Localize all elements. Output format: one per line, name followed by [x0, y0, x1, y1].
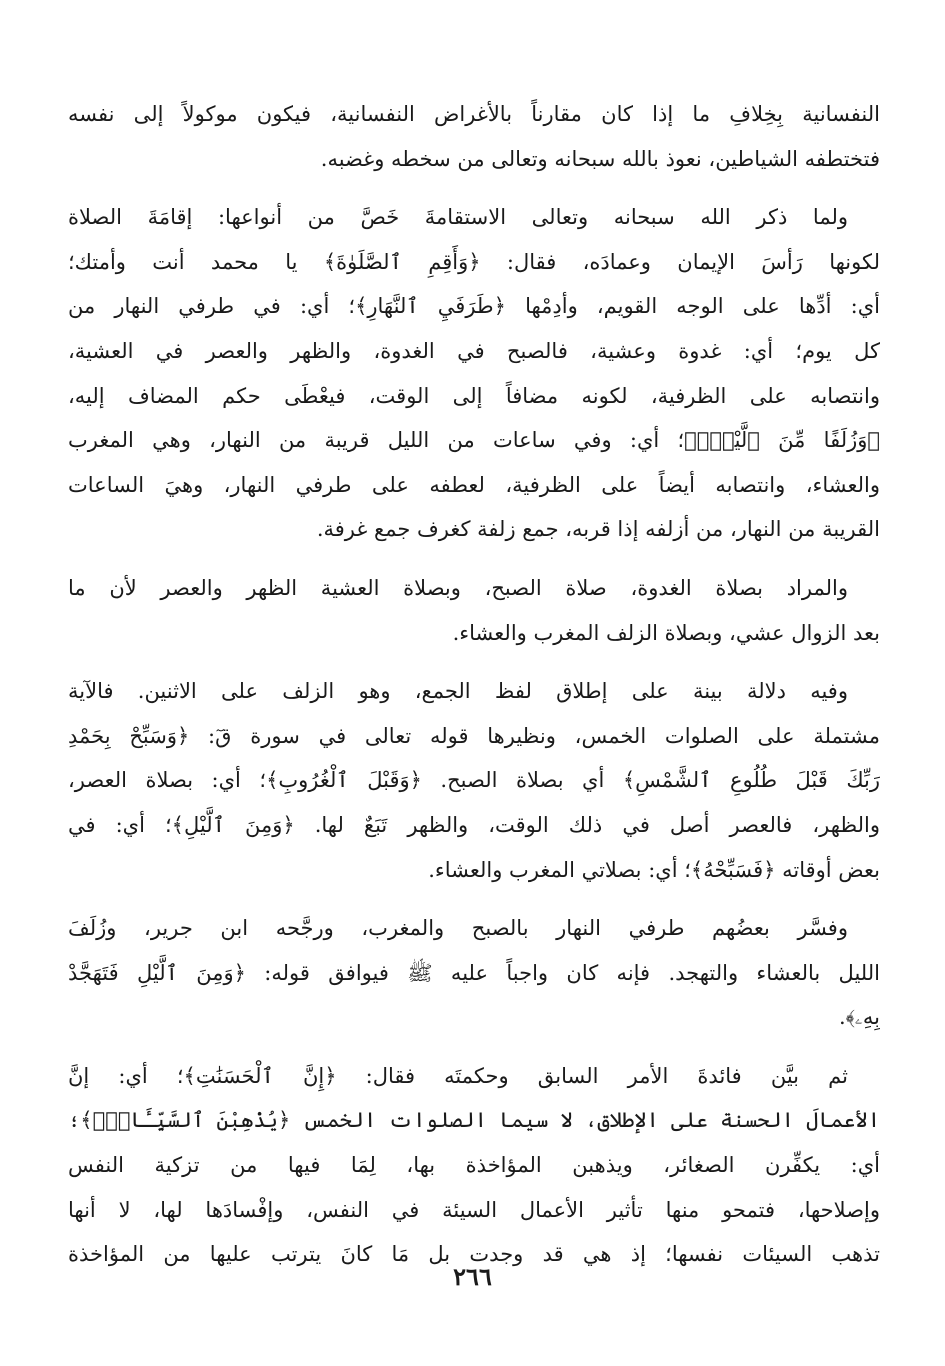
text-line: ﴿وَزُلَفًا مِّنَ ٱلَّيْلِۚ﴾؛ أي: وفي ساعات من الليل قريبة من النهار، وهي المغرب: [68, 428, 880, 453]
text-line: ثم بيَّن فائدةَ الأمر السابق وحكمتَه فقال: ﴿إِنَّ ٱلْحَسَنَٰتِ﴾؛ أي: إنَّ: [68, 1063, 848, 1088]
paragraph: [68, 906, 880, 1040]
text-line: أي: أدِّها على الوجه القويم، وأدِمْها ﴿طَرَفَيِ ٱلنَّهَارِ﴾؛ أي: في طرفي النهار من: [68, 294, 880, 319]
text-line: وفسَّر بعضُهم طرفي النهار بالصبح والمغرب، ورجَّحه ابن جرير، وزُلَفَ: [68, 916, 848, 941]
text-line: بعد الزوال عشي، وبصلاة الزلف المغرب والعشاء.: [452, 620, 880, 645]
text-line: بعض أوقاته ﴿فَسَبِّحْهُ﴾؛ أي: بصلاتي المغرب والعشاء.: [428, 857, 880, 882]
text-line: القريبة من النهار، من أزلفه إذا قربه، جمع زلفة كغرف جمع غرفة.: [316, 517, 880, 542]
page-body: [68, 92, 880, 1291]
text-line: رَبِّكَ قَبْلَ طُلُوعِ ٱلشَّمْسِ﴾ أي بصلاة الصبح. ﴿وَقَبْلَ ٱلْغُرُوبِ﴾؛ أي: بصلاة العصر،: [68, 768, 880, 793]
text-line: لكونها رَأسَ الإيمان وعمادَه، فقال: ﴿وَأَقِمِ ٱلصَّلَوٰةَ﴾ يا محمد أنت وأمتك؛: [68, 249, 880, 274]
text-line: الليل بالعشاء والتهجد. فإنه كان واجباً عليه ﷺ فيوافق قوله: ﴿وَمِنَ ٱلَّيْلِ فَتَهَجَّدْ: [68, 960, 880, 985]
paragraph: [68, 566, 880, 655]
text-line: وانتصابه على الظرفية، لكونه مضافاً إلى الوقت، فيعْطَى حكم المضاف إليه،: [68, 383, 880, 408]
text-line: وفيه دلالة بينة على إطلاق لفظ الجمع، وهو الزلف على الاثنين. فالآية: [68, 679, 848, 704]
paragraph: [68, 92, 880, 181]
text-line: والظهر، فالعصر أصل في ذلك الوقت، والظهر تَبَعٌ لها. ﴿وَمِنَ ٱلَّيْلِ﴾؛ أي: في: [68, 812, 880, 837]
text-line: وإصلاحها، فتمحو منها تأثير الأعمال السيئة في النفس، وإفْسادَها لها، لا أنها: [68, 1197, 880, 1222]
text-line: الأعمالَ الحسنة على الإطلاق، لا سيما الصلوات الخمس ﴿يُذْهِبْنَ ٱلسَّيِّـَٔاتِۚ﴾؛: [68, 1108, 880, 1133]
text-line: فتختطفه الشياطين، نعوذ بالله سبحانه وتعالى من سخطه وغضبه.: [320, 146, 880, 171]
paragraph: [68, 1054, 880, 1277]
text-line: تذهب السيئات نفسها؛ إذ هي قد وجدت بل مَا كانَ يترتب عليها من المؤاخذة: [68, 1242, 880, 1267]
text-line: والعشاء، وانتصابه أيضاً على الظرفية، لعطفه على طرفي النهار، وهيَ الساعات: [68, 472, 880, 497]
text-line: كل يوم؛ أي: غدوة وعشية، فالصبح في الغدوة، والظهر والعصر في العشية،: [68, 338, 880, 363]
text-line: أي: يكفِّرن الصغائر، ويذهبن المؤاخذة بها، لِمَا فيها من تزكية النفس: [68, 1153, 880, 1178]
text-line: النفسانية بِخِلافِ ما إذا كان مقارناً بالأغراض النفسانية، فيكون موكولاً إلى نفسه: [68, 102, 880, 126]
text-line: ولما ذكر الله سبحانه وتعالى الاستقامةَ خَصَّ من أنواعها: إقامَةَ الصلاة: [68, 205, 848, 230]
text-line: مشتملة على الصلوات الخمس، ونظيرها قوله تعالى في سورة قٓ: ﴿وَسَبِّحْ بِحَمْدِ: [68, 723, 880, 748]
paragraph: [68, 669, 880, 892]
text-line: والمراد بصلاة الغدوة، صلاة الصبح، وبصلاة العشية الظهر والعصر لأن ما: [68, 575, 848, 600]
page-number: ٢٦٦: [453, 1262, 492, 1291]
text-line: بِهِۦ﴾.: [838, 1005, 880, 1030]
paragraph: [68, 195, 880, 552]
